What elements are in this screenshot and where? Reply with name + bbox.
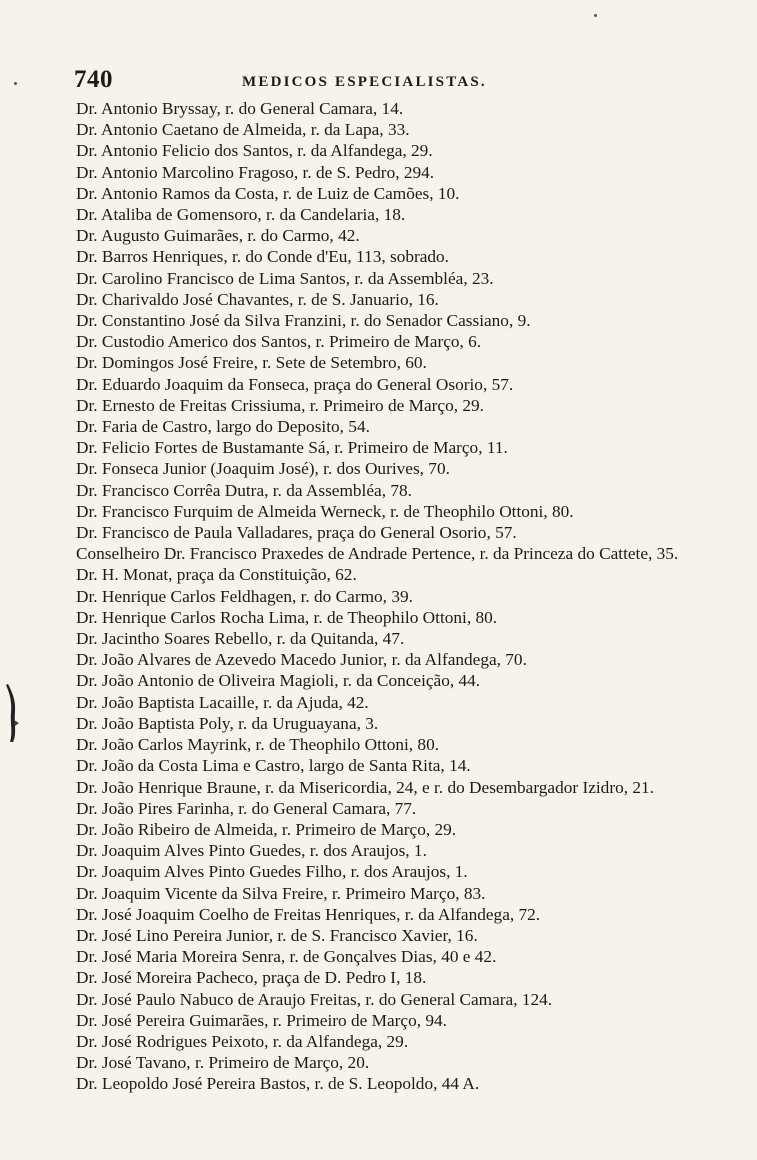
list-item: Dr. João Antonio de Oliveira Magioli, r. da Conceição, 44. [76, 671, 481, 691]
list-item: Dr. Francisco Corrêa Dutra, r. da Assembléa, 78. [76, 480, 412, 500]
list-item: Dr. Augusto Guimarães, r. do Carmo, 42. [76, 226, 360, 246]
list-item: Dr. João Alvares de Azevedo Macedo Junior, r. da Alfandega, 70. [76, 650, 527, 670]
list-item: Conselheiro Dr. Francisco Praxedes de Andrade Pertence, r. da Princeza do Cattete, 35. [76, 544, 679, 564]
list-item: Dr. Constantino José da Silva Franzini, r. do Senador Cassiano, 9. [76, 311, 531, 331]
list-item: Dr. João Henrique Braune, r. da Misericordia, 24, e r. do Desembargador Izidro, 21. [76, 777, 654, 797]
list-item: Dr. Joaquim Vicente da Silva Freire, r. Primeiro Março, 83. [76, 883, 486, 903]
list-item: Dr. João Pires Farinha, r. do General Camara, 77. [76, 798, 417, 818]
list-item: Dr. Francisco de Paula Valladares, praça do General Osorio, 57. [76, 523, 517, 543]
list-item: Dr. José Maria Moreira Senra, r. de Gonçalves Dias, 40 e 42. [76, 947, 497, 967]
list-item: Dr. Antonio Felicio dos Santos, r. da Alfandega, 29. [76, 141, 433, 161]
list-item: Dr. José Pereira Guimarães, r. Primeiro de Março, 94. [76, 1010, 447, 1030]
list-item: Dr. José Lino Pereira Junior, r. de S. Francisco Xavier, 16. [76, 925, 478, 945]
list-item: Dr. José Rodrigues Peixoto, r. da Alfandega, 29. [76, 1031, 409, 1051]
list-item: Dr. Francisco Furquim de Almeida Werneck, r. de Theophilo Ottoni, 80. [76, 501, 574, 521]
list-item: Dr. João Baptista Lacaille, r. da Ajuda, 42. [76, 692, 369, 712]
list-item: Dr. Antonio Caetano de Almeida, r. da Lapa, 33. [76, 120, 410, 140]
list-item: Dr. Ernesto de Freitas Crissiuma, r. Primeiro de Março, 29. [76, 395, 484, 415]
list-item: Dr. José Joaquim Coelho de Freitas Henriques, r. da Alfandega, 72. [76, 904, 541, 924]
list-item: Dr. Henrique Carlos Feldhagen, r. do Carmo, 39. [76, 586, 413, 606]
list-item: Dr. Antonio Bryssay, r. do General Camara, 14. [76, 99, 404, 118]
list-item: Dr. Custodio Americo dos Santos, r. Primeiro de Março, 6. [76, 332, 482, 352]
list-item: Dr. Barros Henriques, r. do Conde d'Eu, 113, sobrado. [76, 247, 450, 267]
page-header [74, 66, 710, 94]
list-item: Dr. Domingos José Freire, r. Sete de Setembro, 60. [76, 353, 427, 373]
list-item: Dr. Faria de Castro, largo do Deposito, 54. [76, 417, 370, 437]
list-item: Dr. Antonio Ramos da Costa, r. de Luiz de Camões, 10. [76, 183, 460, 203]
list-item: Dr. José Paulo Nabuco de Araujo Freitas, r. do General Camara, 124. [76, 989, 553, 1009]
margin-dot-mark [594, 14, 597, 17]
list-item: Dr. Henrique Carlos Rocha Lima, r. de Theophilo Ottoni, 80. [76, 607, 498, 627]
list-item: Dr. Ataliba de Gomensoro, r. da Candelaria, 18. [76, 205, 406, 225]
list-item: Dr. João Ribeiro de Almeida, r. Primeiro de Março, 29. [76, 819, 457, 839]
list-item: Dr. Felicio Fortes de Bustamante Sá, r. Primeiro de Março, 11. [76, 438, 508, 458]
physician-list [76, 98, 714, 1095]
list-item: Dr. Jacintho Soares Rebello, r. da Quitanda, 47. [76, 629, 405, 649]
list-item: Dr. Joaquim Alves Pinto Guedes, r. dos Araujos, 1. [76, 841, 427, 861]
list-item: Dr. Joaquim Alves Pinto Guedes Filho, r. dos Araujos, 1. [76, 862, 468, 882]
running-title: MEDICOS ESPECIALISTAS. [242, 74, 487, 90]
page-number: 740 [74, 66, 113, 93]
list-item: Dr. João Baptista Poly, r. da Uruguayana, 3. [76, 713, 379, 733]
list-item: Dr. Carolino Francisco de Lima Santos, r. da Assembléa, 23. [76, 268, 494, 288]
list-item: Dr. João Carlos Mayrink, r. de Theophilo Ottoni, 80. [76, 735, 440, 755]
list-item: Dr. João da Costa Lima e Castro, largo de Santa Rita, 14. [76, 756, 471, 776]
list-item: Dr. Eduardo Joaquim da Fonseca, praça do General Osorio, 57. [76, 374, 514, 394]
list-item: Dr. Charivaldo José Chavantes, r. de S. Januario, 16. [76, 289, 439, 309]
list-item: Dr. Antonio Marcolino Fragoso, r. de S. Pedro, 294. [76, 162, 435, 182]
list-item: Dr. Fonseca Junior (Joaquim José), r. dos Ourives, 70. [76, 459, 450, 479]
list-item: Dr. H. Monat, praça da Constituição, 62. [76, 565, 357, 585]
list-item: Dr. José Tavano, r. Primeiro de Março, 20. [76, 1053, 370, 1073]
list-item: Dr. Leopoldo José Pereira Bastos, r. de S. Leopoldo, 44 A. [76, 1074, 480, 1094]
margin-dot-mark [14, 82, 17, 85]
margin-ink-mark [4, 682, 20, 744]
list-item: Dr. José Moreira Pacheco, praça de D. Pedro I, 18. [76, 968, 427, 988]
